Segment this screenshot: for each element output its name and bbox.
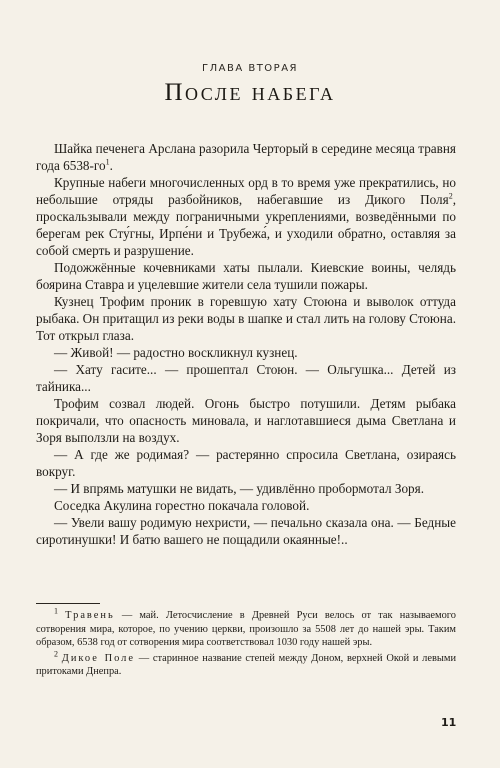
chapter-label: ГЛАВА ВТОРАЯ: [202, 63, 298, 74]
footnote-term: Дикое Поле: [61, 652, 135, 664]
paragraph: — И впрямь матушки не видать, — удивлённо пробормотал Зоря.: [54, 481, 424, 496]
footnote-ref: 2: [448, 191, 453, 201]
paragraph: Кузнец Трофим проник в горевшую хату Стоюна и выволок оттуда рыбака. Он притащил из реки воды в шапке и стал лить на голову Стоюна. Тот открыл глаза.: [36, 294, 456, 343]
paragraph: — А где же родимая? — растерянно спросила Светлана, озираясь вокруг.: [36, 447, 456, 479]
paragraph: — Живой! — радостно воскликнул кузнец.: [54, 345, 298, 360]
chapter-title: После набега: [164, 79, 336, 106]
page-number: 11: [441, 716, 457, 729]
paragraph: Подожжённые кочевниками хаты пылали. Киевские воины, челядь боярина Ставра и уцелевшие жители села тушили пожары.: [36, 260, 456, 292]
footnote-ref: 1: [105, 157, 110, 167]
footnote-term: Травень: [65, 610, 115, 621]
main-text: [36, 140, 456, 548]
footnote: $^1$ Травень — май. Летосчисление в Древней Руси велось от так называемого сотворения мира, которое, по учению церкви, произошло за 5508 лет до нашей эры. Таким образом, 6538 год от сотворения мира соответствовал 1030 году нашей эры.: [36, 606, 456, 649]
footnote-divider: [36, 603, 100, 604]
footnote: $^2$ Дикое Поле — старинное название степей между Доном, верхней Окой и левыми притоками Днепра.: [36, 649, 457, 678]
paragraph: — Увели вашу родимую нехристи, — печально сказала она. — Бедные сиротинушки! И батю вашего не пощадили окаянные!..: [36, 515, 456, 547]
paragraph: Трофим созвал людей. Огонь быстро потушили. Детям рыбака покричали, что опасность миновала, и наглотавшиеся дыма Светлана и Зоря выползли на воздух.: [36, 396, 456, 445]
footnotes: [36, 606, 457, 681]
paragraph: Крупные набеги многочисленных орд в то время уже прекратились, но небольшие отряды разбойников, набегавшие из Дикого Поля$^2$, проскальзывали между пограничными укреплениями, возведёнными по берегам рек Сту́гны, Ирпе́ни и Трубежа́, и уходили обратно, оставляя за собой смерть и разрушение.: [36, 175, 456, 258]
paragraph: — Хату гасите... — прошептал Стоюн. — Ольгушка... Детей из тайника...: [36, 362, 456, 394]
paragraph: Соседка Акулина горестно покачала головой.: [54, 498, 310, 513]
paragraph: Шайка печенега Арслана разорила Черторый в середине месяца травня года $6538-го^1$.: [36, 141, 456, 173]
